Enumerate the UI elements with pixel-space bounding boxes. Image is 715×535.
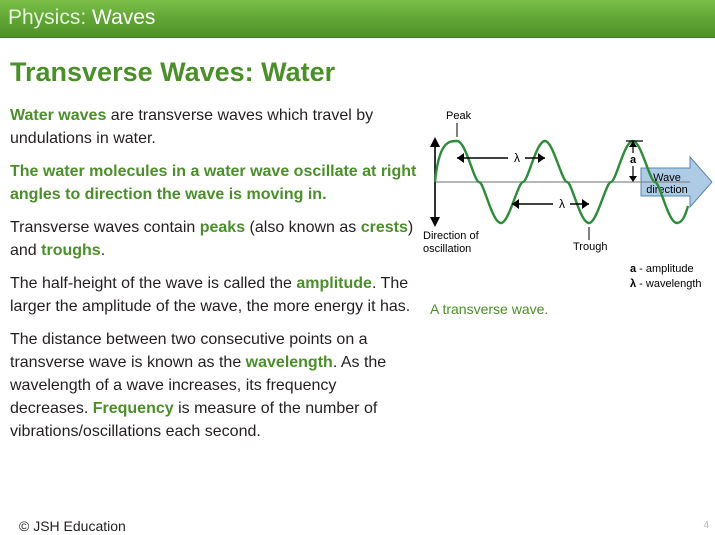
legend-wavelength [630, 278, 702, 290]
topic-label: Waves [92, 6, 156, 29]
wavelength-arrowhead [538, 153, 545, 163]
keyword-troughs: troughs [41, 242, 101, 259]
subject-heading [8, 6, 155, 30]
trough-label: Trough [573, 241, 608, 253]
wave-direction-label-line1: Wave [653, 172, 681, 184]
page-number: 4 [703, 520, 709, 531]
paragraph-text: are transverse waves which travel by undulations in water. [10, 107, 374, 147]
paragraph-text: . As the wavelength of a wave increases, its frequency decreases. [10, 354, 387, 417]
keyword-peaks: peaks [199, 219, 246, 236]
paragraph-text: (also known as [245, 219, 361, 236]
paragraph-water-waves [10, 104, 418, 150]
wave-direction-label-line2: direction [646, 184, 688, 196]
body-text [10, 104, 418, 453]
paragraph-text: The distance between two consecutive points on a transverse wave is known as the [10, 331, 368, 371]
paragraph-text: is measure of the number of vibrations/oscillations each second. [10, 400, 378, 440]
legend-amplitude-key: a [630, 263, 637, 275]
paragraph-text: ) and [10, 219, 414, 259]
oscillation-arrowhead-up [430, 137, 440, 147]
legend-amplitude-text: - amplitude [636, 263, 694, 275]
keyword-water-waves: Water waves [10, 107, 107, 124]
peak-label: Peak [446, 110, 472, 122]
transverse-wave-diagram [418, 100, 715, 300]
legend-wavelength-text: - wavelength [636, 278, 702, 290]
copyright-footer: © JSH Education [19, 518, 126, 534]
wavelength-symbol-upper: λ [514, 151, 520, 165]
subject-label: Physics: [8, 6, 87, 29]
slide-title: Transverse Waves: Water [10, 57, 336, 87]
legend-amplitude [630, 263, 694, 275]
wavelength-arrowhead [457, 153, 464, 163]
paragraph-text: Transverse waves contain [10, 219, 200, 236]
paragraph-text: . [100, 242, 106, 259]
keyword-frequency: Frequency [92, 400, 174, 417]
paragraph-text: . The larger the amplitude of the wave, the more energy it has. [10, 275, 411, 315]
figure-caption: A transverse wave. [430, 301, 549, 317]
paragraph-text: The half-height of the wave is called the [10, 275, 297, 292]
keyword-amplitude: amplitude [296, 275, 372, 292]
keyword-crests: crests [360, 219, 408, 236]
paragraph-wavelength [10, 328, 418, 443]
oscillation-label-line2: oscillation [423, 243, 472, 255]
paragraph-peaks-troughs [10, 216, 418, 262]
amplitude-arrowhead-down [629, 176, 637, 182]
wavelength-symbol-lower: λ [559, 197, 565, 211]
title-bar [0, 0, 715, 38]
paragraph-oscillation: The water molecules in a water wave oscillate at right angles to direction the wave is moving in. [10, 163, 417, 203]
oscillation-arrowhead-down [430, 217, 440, 227]
amplitude-symbol: a [629, 154, 637, 166]
wavelength-arrowhead [582, 199, 589, 209]
paragraph-amplitude [10, 272, 418, 318]
legend-wavelength-key: λ [630, 278, 637, 290]
keyword-wavelength: wavelength [245, 354, 333, 371]
oscillation-label-line1: Direction of [423, 230, 479, 242]
